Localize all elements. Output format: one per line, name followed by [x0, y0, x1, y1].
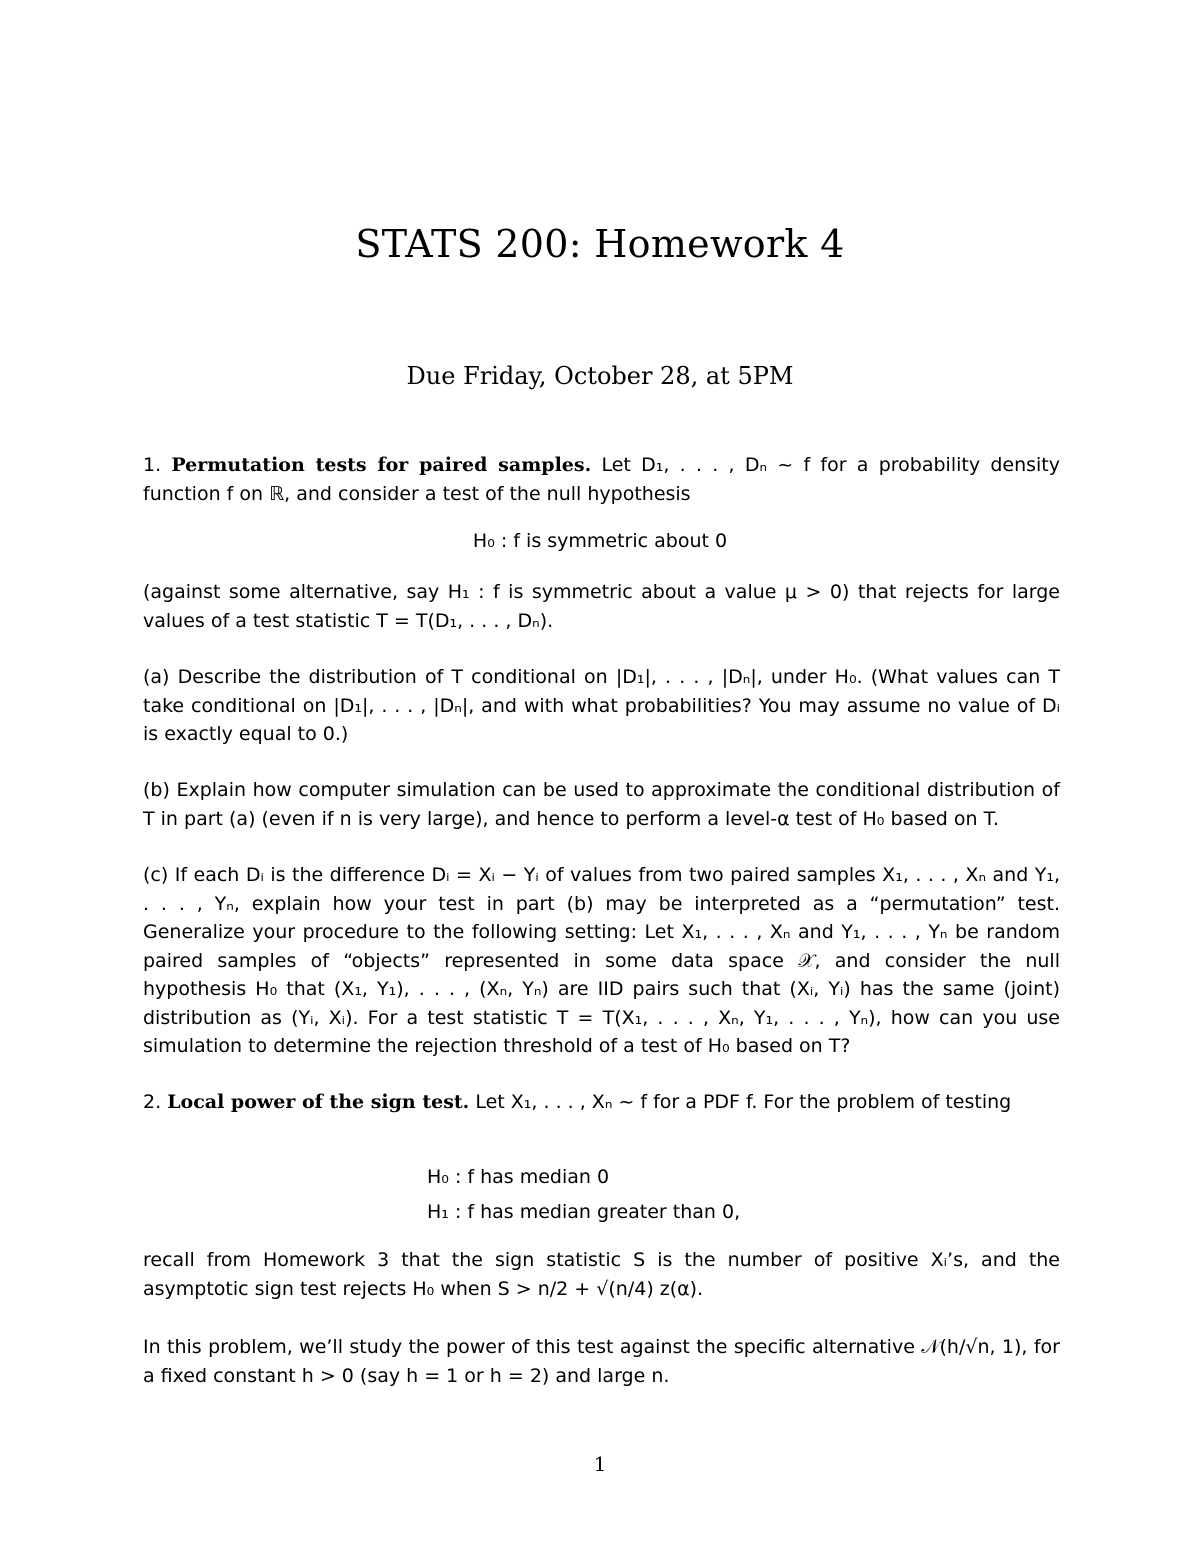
problem-2-alt-hypothesis: H₁ : f has median greater than 0, [427, 1201, 741, 1223]
problem-1-part-a: (a) Describe the distribution of T conditional on |D₁|, . . . , |Dₙ|, under H₀. (What values can T take conditional on |D₁|, . . . , |Dₙ|, and with what probabilities? You may assume no value of Dᵢ is exactly equal to 0.) [143, 666, 1060, 745]
problem-2-null-hypothesis: H₀ : f has median 0 [427, 1166, 610, 1188]
page-number: 1 [593, 1452, 607, 1476]
due-date: Due Friday, October 28, at 5PM [406, 362, 794, 390]
problem-1-intro [143, 451, 1060, 508]
problem-2-local-power-text: In this problem, we’ll study the power of this test against the specific alternative 𝒩(h/√n, 1), for a fixed constant h > 0 (say h = 1 or h = 2) and large n. [143, 1336, 1060, 1387]
problem-2-heading: Local power of the sign test. [167, 1091, 470, 1113]
problem-2-number: 2. [143, 1091, 162, 1113]
problem-2-intro-text: Let X₁, . . . , Xₙ ~ f for a PDF f. For the problem of testing [475, 1091, 1012, 1113]
page-title: STATS 200: Homework 4 [355, 222, 845, 266]
problem-1-alternative-text: (against some alternative, say H₁ : f is symmetric about a value μ > 0) that rejects for large values of a test statistic T = T(D₁, . . . , Dₙ). [143, 581, 1060, 632]
problem-1-part-c: (c) If each Dᵢ is the difference Dᵢ = Xᵢ − Yᵢ of values from two paired samples X₁, . . . , Xₙ and Y₁, . . . , Yₙ, explain how your test in part (b) may be interpreted as a “permutation” test. Generalize your procedure to the following setting: Let X₁, . . . , Xₙ and Y₁, . . . , Yₙ be random paired samples of “objects” represented in some data space 𝒳, and consider the null hypothesis H₀ that (X₁, Y₁), . . . , (Xₙ, Yₙ) are IID pairs such that (Xᵢ, Yᵢ) has the same (joint) distribution as (Yᵢ, Xᵢ). For a test statistic T = T(X₁, . . . , Xₙ, Y₁, . . . , Yₙ), how can you use simulation to determine the rejection threshold of a test of H₀ based on T? [143, 864, 1060, 1057]
problem-2-intro [143, 1088, 1060, 1117]
problem-1-heading: Permutation tests for paired samples. [171, 454, 592, 476]
problem-1-number: 1. [143, 454, 162, 476]
problem-1-part-b: (b) Explain how computer simulation can be used to approximate the conditional distribution of T in part (a) (even if n is very large), and hence to perform a level-α test of H₀ based on T. [143, 779, 1060, 830]
problem-2-sign-test-text: recall from Homework 3 that the sign statistic S is the number of positive Xᵢ’s, and the asymptotic sign test rejects H₀ when S > n/2 + √(n/4) z(α). [143, 1249, 1060, 1300]
problem-1-null-hypothesis: H₀ : f is symmetric about 0 [472, 530, 728, 552]
problem-1-intro-text: Let D₁, . . . , Dₙ ~ f for a probability density function f on ℝ, and consider a test of the null hypothesis [143, 454, 1060, 505]
problem-2-hypotheses [427, 1160, 740, 1230]
